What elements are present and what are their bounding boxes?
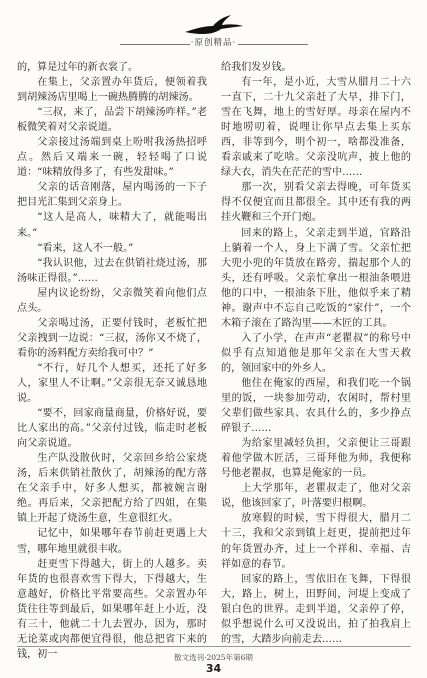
paragraph: 父亲接过汤端到桌上吩咐我汤热招呼点。然后又端来一碗，轻轻喝了口说道：“味精放得多了，有些发甜味。”	[17, 137, 207, 179]
journal-name: 散文选刊·2025年第6期	[174, 653, 253, 662]
paragraph: 回来的路上，父亲走到半道，官路沿上躺着一个人，身上下满了雪。父亲忙把大兜小兜的年货放在路旁，揣起那个人的头，还有呼吸。父亲忙拿出一根油条喂进他的口中，一根油条下肚，他似乎来了精神。谢声中不忘自己吃饭的“家什”，一个木箱子滚在了路沟里——木匠的工具。	[221, 227, 411, 329]
paragraph: 有一年，是小近，大雪从腊月二十六一直下，二十九父亲赶了大早，排下门，雪在飞舞，地上的雪好厚。母亲在屋内不时地唠叨着，说哩让你早点去集上买东西，非等到今，明个初一，啥都没准备，看亲戚来了吃啥。父亲没吭声，披上他的绿大衣，消失在茫茫的雪中……	[221, 77, 411, 179]
paragraph: 父亲喝过汤，正要付钱时，老板忙把父亲拽到一边说：“三叔，汤你又不烧了，看你的汤料配方卖给我可中？”	[17, 317, 207, 359]
paragraph: 放寒假的时候，雪下得很大，腊月二十三，我和父亲到镇上赶更，提前把过年的年货置办齐，过上一个祥和、幸福、吉祥如意的春节。	[221, 513, 411, 570]
paragraph: 他住在俺家的西屋，和我们吃一个锅里的饭，一块参加劳动，农闲时，帮村里父辈们做些家具、农具什么的，多少挣点碎银子……	[221, 377, 411, 435]
paragraph: 记忆中，如果哪年春节前赶更遇上大雪，哪年地里就很丰收。	[17, 528, 207, 555]
left-column	[17, 60, 207, 660]
paragraph: 在集上，父亲置办年货后，便领着我到胡辣汤店里喝上一碗热腾腾的胡辣汤。	[17, 77, 207, 104]
paragraph: 生产队没散伙时，父亲回乡给公家烧汤，后来供销社散伙了，胡辣汤的配方落在父亲手中，好多人想买，都被婉言谢绝。再后来，父亲把配方给了四姐，在集镇上开起了烧汤生意，生意很红火。	[17, 453, 207, 525]
paragraph: “这人是高人，味精大了，就能喝出来。”	[17, 212, 207, 239]
page-number: 34	[205, 662, 222, 675]
paragraph: 为给家里减轻负担，父亲便让三哥跟着他学做木匠活，三哥拜他为师，我便称号他老瞿叔，也算是俺家的一员。	[221, 438, 411, 480]
paragraph: 那一次，别看父亲去得晚，可年货买得不仅便宜而且都很全。其中还有我的两挂火鞭和三个开门炮。	[221, 182, 411, 224]
flying-bird-icon	[183, 14, 245, 36]
header-title: ·原创精品·	[190, 38, 237, 48]
paragraph: 入了小学，在声声“老瞿叔”的称号中似乎有点知道他是那年父亲在大雪天救的，领回家中的外乡人。	[221, 332, 411, 374]
paragraph: “看来，这人不一般。”	[37, 242, 134, 254]
paragraph: 回家的路上，雪依旧在飞舞，下得很大，路上，树上，田野间，河堤上变成了银白色的世界。走到半道，父亲停了停，似乎想说什么可又没说出，拍了拍我肩上的雪，大踏步向前走去……	[221, 573, 411, 645]
paragraph: 给我们发岁钱。	[221, 62, 292, 73]
paragraph: 上大学那年，老瞿叔走了，他对父亲说，他该回家了，叶落要归根啊。	[221, 483, 411, 510]
paragraph: “不行，好几个人想买，还托了好多人，家里人不让啊。”父亲很无奈又诚恳地说。	[17, 362, 207, 405]
paragraph: 的，算是过年的新衣裳了。	[17, 62, 139, 73]
paragraph: “要不，回家商量商量，价格好说，要比人家出的高。”父亲付过钱，临走时老板向父亲说道。	[17, 408, 207, 450]
paragraph: 赶更雪下得越大，街上的人越多。卖年货的也很喜欢雪下得大，下得越大，生意越好，价格比平常要高些。父亲置办年货往往等到最后，如果哪年赶上小近，没有三十，他就二十九去置办，因为，那时无论菜或肉都便宜得很，他总把省下来的钱，初一	[17, 558, 207, 660]
paragraph: 父亲的话音刚落，屋内喝汤的一下子把目光汇集到父亲身上。	[17, 182, 207, 209]
paragraph: 屋内议论纷纷，父亲微笑着向他们点点头。	[17, 287, 207, 314]
right-column	[221, 60, 411, 648]
paragraph: “三叔，来了，品尝下胡辣汤咋样。”老板微笑着对父亲说道。	[17, 107, 207, 134]
footer-rule	[17, 646, 411, 647]
page-header	[0, 0, 427, 60]
paragraph: “我认识他，过去在供销社烧过汤，那汤味正得很。”……	[17, 257, 207, 284]
